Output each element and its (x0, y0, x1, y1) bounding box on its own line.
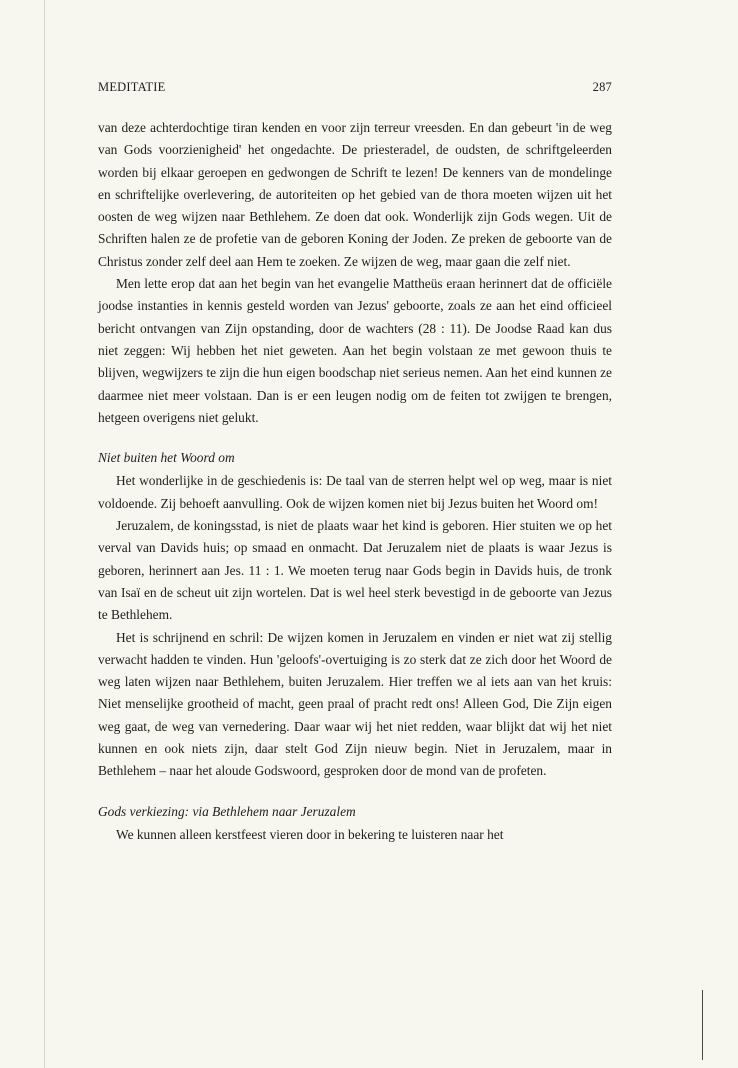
paragraph-5: Het is schrijnend en schril: De wijzen komen in Jeruzalem en vinden er niet wat zij stellig verwacht hadden te vinden. Hun 'geloofs'-overtuiging is zo sterk dat ze zich door het Woord de weg laten wijzen naar Bethlehem, buiten Jeruzalem. Hier treffen we al iets aan van het kruis: Niet menselijke grootheid of macht, geen praal of pracht redt ons! Alleen God, Die Zijn eigen weg gaat, de weg van vernedering. Daar waar wij het niet redden, waar blijkt dat wij het niet kunnen en ook niets zijn, daar stelt God Zijn nieuw begin. Niet in Jeruzalem, maar in Bethlehem – naar het aloude Godswoord, gesproken door de mond van de profeten. (98, 629, 612, 779)
scan-edge-left (44, 0, 45, 1068)
section-title: MEDITATIE (98, 80, 166, 94)
paragraph-3: Het wonderlijke in de geschiedenis is: De taal van de sterren helpt wel op weg, maar is niet voldoende. Zij behoeft aanvulling. Ook de wijzen komen niet bij Jezus buiten het Woord om! (98, 473, 612, 511)
page-number: 287 (592, 80, 612, 94)
book-page (98, 80, 612, 846)
paragraph-6: We kunnen alleen kerstfeest vieren door in bekering te luisteren naar het (116, 826, 504, 842)
paragraph-2: Men lette erop dat aan het begin van het evangelie Mattheüs eraan herinnert dat de officiële joodse instanties in kennis gesteld worden van Jezus' geboorte, zoals ze aan het eind officieel bericht ontvangen van Zijn opstanding, door de wachters (28 : 11). De Joodse Raad kan dus niet zeggen: Wij hebben het niet geweten. Aan het begin volstaan ze met gewoon thuis te blijven, wegwijzers te zijn die hun eigen boodschap niet serieus nemen. Aan het eind kunnen ze daarmee niet meer volstaan. Dan is er een leugen nodig om de feiten tot zwijgen te brengen, hetgeen overigens niet gelukt. (98, 276, 612, 425)
paragraph-4: Jeruzalem, de koningsstad, is niet de plaats waar het kind is geboren. Hier stuiten we op het verval van Davids huis; op smaad en onmacht. Dat Jeruzalem niet de plaats is waar Jezus is geboren, herinnert aan Jes. 11 : 1. We moeten terug naar Gods begin in Davids huis, de tronk van Isaï en de scheut uit zijn wortelen. Dat is wel heel sterk bevestigd in de geboorte van Jezus te Bethlehem. (98, 518, 612, 623)
section-heading-2: Gods verkiezing: via Bethlehem naar Jeruzalem (98, 803, 356, 819)
scan-edge-right (702, 990, 703, 1060)
running-head (98, 80, 612, 95)
section-heading-1: Niet buiten het Woord om (98, 450, 235, 466)
paragraph-1: van deze achterdochtige tiran kenden en voor zijn terreur vreesden. En dan gebeurt 'in de weg van Gods voorzienigheid' het ongedachte. De priesteradel, de oudsten, de schriftgeleerden worden bij elkaar geroepen en gedwongen de Schrift te lezen! De kenners van de mondelinge en schriftelijke overlevering, de autoriteiten op het gebied van de thora moeten wijzen uit het oosten de weg wijzen naar Bethlehem. Ze doen dat ook. Wonderlijk zijn Gods wegen. Uit de Schriften halen ze de profetie van de geboren Koning der Joden. Ze preken de geboorte van de Christus zonder zelf deel aan Hem te zoeken. Ze wijzen de weg, maar gaan die zelf niet. (98, 120, 612, 269)
